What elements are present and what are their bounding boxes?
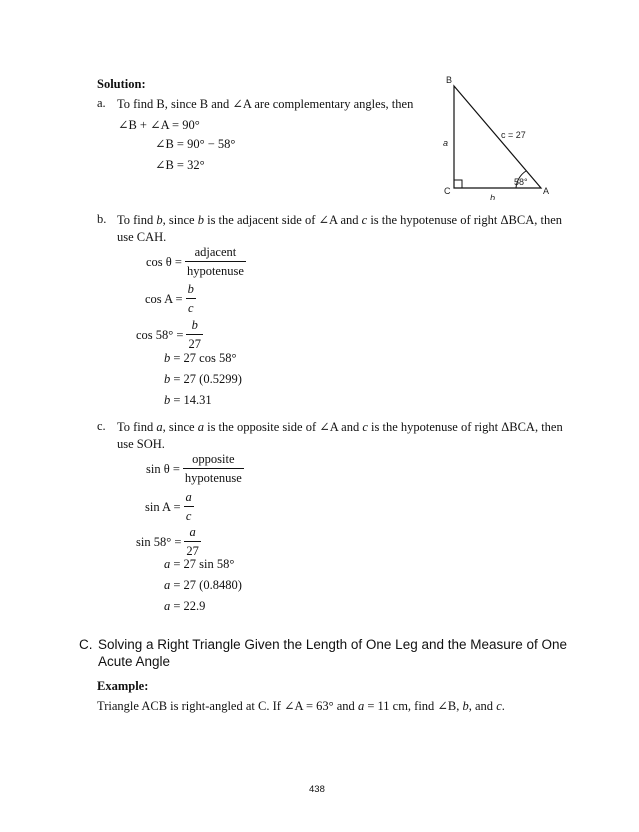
part-c-step3: a = 22.9 bbox=[164, 599, 206, 613]
part-b-cos-a: cos A = $\frac{b}{c}$ bbox=[145, 282, 194, 315]
right-triangle-figure bbox=[425, 70, 570, 200]
page-number: 438 bbox=[309, 784, 325, 795]
part-b-step1: b = 27 cos 58° bbox=[164, 351, 237, 365]
section-c-label: C. bbox=[79, 637, 93, 652]
part-b-label: b. bbox=[97, 212, 107, 226]
part-b-text: To find b, since b is the adjacent side of ∠A and c is the hypotenuse of right ΔBCA, then bbox=[117, 213, 563, 227]
vertex-a-label: A bbox=[543, 186, 550, 196]
part-c-sin-theta: sin θ = $\frac{\text{opposite}}{\text{hypotenuse}}$ bbox=[146, 452, 242, 485]
part-a-eq1: ∠B + ∠A = 90° bbox=[118, 118, 200, 132]
vertex-b-label: B bbox=[446, 75, 453, 85]
part-c-sin-a: sin A = $\frac{a}{c}$ bbox=[145, 490, 192, 523]
solution-heading: Solution: bbox=[97, 77, 146, 91]
part-a-eq2: ∠B = 90° − 58° bbox=[155, 137, 236, 151]
example-heading: Example: bbox=[97, 679, 149, 693]
triangle-outline bbox=[454, 86, 541, 188]
part-c-label: c. bbox=[97, 419, 106, 433]
vertex-c-label: C bbox=[444, 186, 451, 196]
part-c-step2: a = 27 (0.8480) bbox=[164, 578, 242, 592]
part-a-text: To find B, since B and ∠A are complementary angles, then bbox=[117, 97, 414, 111]
section-c-title-line2: Acute Angle bbox=[98, 654, 171, 669]
part-b-cos-theta: cos θ = $\frac{\text{adjacent}}{\text{hypotenuse}}$ bbox=[146, 245, 244, 278]
part-b-text-line2: use CAH. bbox=[117, 230, 167, 244]
part-b-step3: b = 14.31 bbox=[164, 393, 212, 407]
example-text: Triangle ACB is right-angled at C. If ∠A = 63° and a = 11 cm, find ∠B, b, and c. bbox=[97, 699, 505, 713]
angle-label: 58° bbox=[514, 177, 528, 187]
part-c-text: To find a, since a is the opposite side of ∠A and c is the hypotenuse of right ΔBCA, then bbox=[117, 420, 563, 434]
section-c-title-line1: Solving a Right Triangle Given the Length of One Leg and the Measure of One bbox=[98, 637, 568, 652]
part-c-text-line2: use SOH. bbox=[117, 437, 165, 451]
side-b-label: b bbox=[490, 193, 496, 200]
side-c-label: c = 27 bbox=[501, 130, 526, 140]
part-a-eq3: ∠B = 32° bbox=[155, 158, 205, 172]
side-a-label: a bbox=[443, 138, 449, 148]
right-angle-marker bbox=[454, 180, 462, 188]
part-c-sin-58: sin 58° = $\frac{a}{27}$ bbox=[136, 525, 199, 558]
part-a-label: a. bbox=[97, 96, 106, 110]
part-b-step2: b = 27 (0.5299) bbox=[164, 372, 242, 386]
part-b-cos-58: cos 58° = $\frac{b}{27}$ bbox=[136, 318, 201, 351]
part-c-step1: a = 27 sin 58° bbox=[164, 557, 235, 571]
